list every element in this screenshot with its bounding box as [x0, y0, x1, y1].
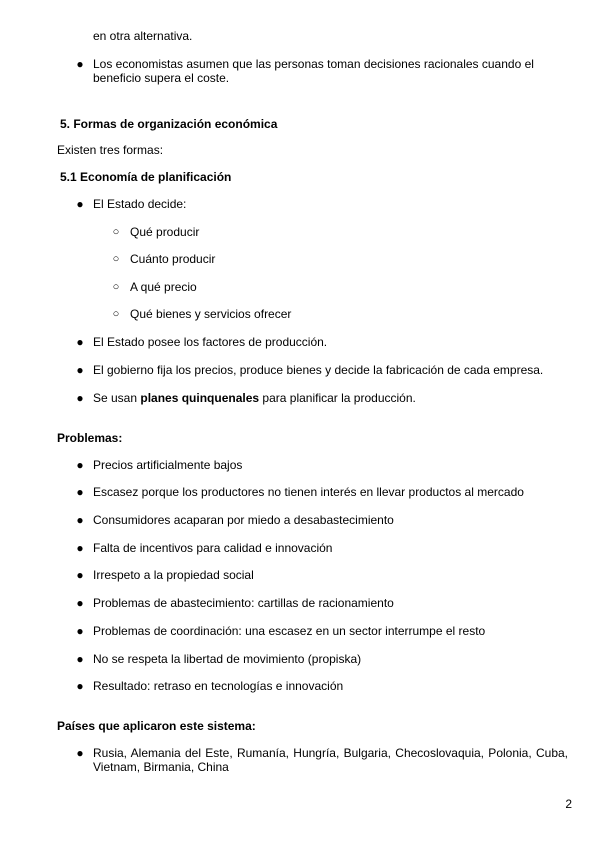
problema-item: Precios artificialmente bajos	[93, 458, 243, 472]
circle-bullet: ○	[112, 253, 120, 265]
bullet-dot: ●	[76, 679, 84, 693]
paises-list: Rusia, Alemania del Este, Rumanía, Hungría, Bulgaria, Checoslovaquia, Polonia, Cuba, Vietnam, Birmania, China	[93, 746, 568, 774]
bullet-dot: ●	[76, 391, 84, 405]
bullet-dot: ●	[76, 458, 84, 472]
problema-item: Resultado: retraso en tecnologías e innovación	[93, 679, 344, 693]
bullet-estado-decide: El Estado decide:	[93, 197, 187, 211]
bullet-dot: ●	[76, 652, 84, 666]
sub-item: A qué precio	[130, 280, 197, 294]
paises-title: Países que aplicaron este sistema:	[57, 719, 256, 733]
bullet-dot: ●	[76, 363, 84, 377]
bullet-dot: ●	[76, 568, 84, 582]
bullet-dot: ●	[76, 746, 84, 760]
bullet-racional: Los economistas asumen que las personas toman decisiones racionales cuando el beneficio supera el coste.	[93, 57, 534, 85]
circle-bullet: ○	[112, 308, 120, 320]
sub-item: Cuánto producir	[130, 252, 216, 266]
section-5-intro: Existen tres formas:	[57, 143, 164, 157]
bullet-dot: ●	[76, 541, 84, 555]
bullet-dot: ●	[76, 624, 84, 638]
bullet-dot: ●	[76, 596, 84, 610]
bullet-dot: ●	[76, 513, 84, 527]
bullet-factores: El Estado posee los factores de producción.	[93, 335, 328, 349]
section-5-title: 5. Formas de organización económica	[60, 117, 278, 131]
problema-item: No se respeta la libertad de movimiento (propiska)	[93, 652, 362, 666]
bullet-dot: ●	[76, 57, 84, 71]
problema-item: Falta de incentivos para calidad e innovación	[93, 541, 333, 555]
bullet-planes	[93, 391, 553, 405]
sub-item: Qué producir	[130, 225, 200, 239]
problema-item: Problemas de abastecimiento: cartillas de racionamiento	[93, 596, 394, 610]
bullet-dot: ●	[76, 485, 84, 499]
planes-post: para planificar la producción.	[259, 391, 416, 405]
problemas-title: Problemas:	[57, 431, 123, 445]
problema-item: Consumidores acaparan por miedo a desabastecimiento	[93, 513, 394, 527]
bullet-gobierno: El gobierno fija los precios, produce bienes y decide la fabricación de cada empresa.	[93, 363, 544, 377]
problema-item: Escasez porque los productores no tienen interés en llevar productos al mercado	[93, 485, 524, 499]
page-number: 2	[565, 797, 572, 811]
continuation-text: en otra alternativa.	[93, 29, 193, 43]
planes-bold: planes quinquenales	[140, 391, 260, 405]
circle-bullet: ○	[112, 281, 120, 293]
sub-item: Qué bienes y servicios ofrecer	[130, 307, 292, 321]
bullet-dot: ●	[76, 197, 84, 211]
problema-item: Irrespeto a la propiedad social	[93, 568, 254, 582]
section-5-1-title: 5.1 Economía de planificación	[60, 170, 232, 184]
circle-bullet: ○	[112, 226, 120, 238]
planes-pre: Se usan	[93, 391, 141, 405]
bullet-dot: ●	[76, 335, 84, 349]
problema-item: Problemas de coordinación: una escasez en un sector interrumpe el resto	[93, 624, 486, 638]
